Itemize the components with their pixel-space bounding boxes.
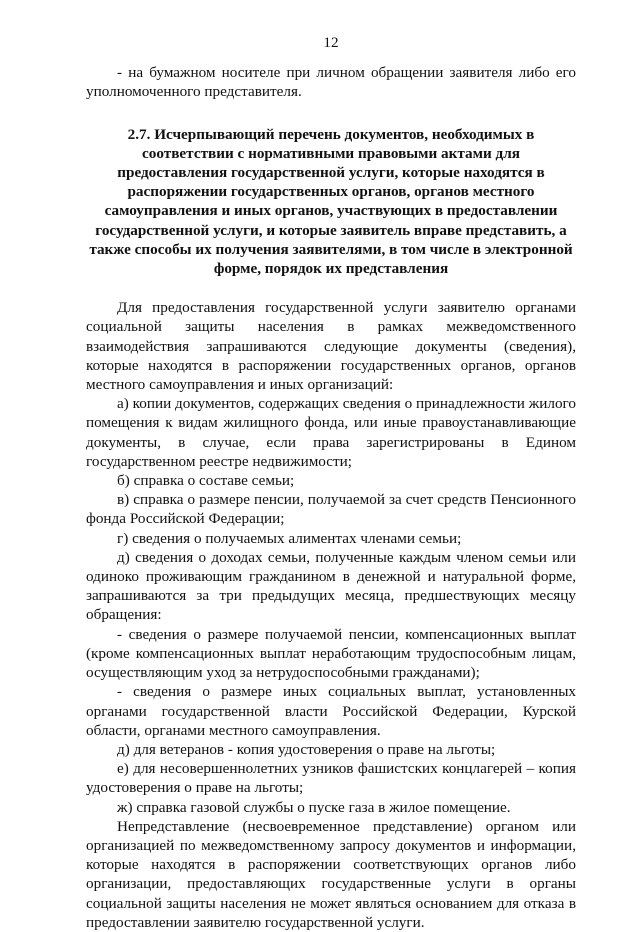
- sub-item-social-payments: - сведения о размере иных социальных выплат, установленных органами государственной власти Российской Федерации, Курской области, органами местного самоуправления.: [86, 683, 576, 739]
- list-item-v: в) справка о размере пенсии, получаемой за счет средств Пенсионного фонда Российской Федерации;: [86, 491, 576, 528]
- list-item-d-veterans: д) для ветеранов - копия удостоверения о праве на льготы;: [117, 740, 496, 758]
- heading-line: самоуправления и иных органов, участвующих в предоставлении: [104, 202, 558, 220]
- document-page: [86, 33, 576, 932]
- page-number: 12: [323, 34, 339, 51]
- heading-line: 2.7. Исчерпывающий перечень документов, необходимых в: [127, 125, 535, 143]
- heading-line: распоряжении государственных органов, органов местного: [127, 183, 535, 201]
- heading-line: предоставления государственной услуги, которые находятся в: [117, 164, 545, 182]
- heading-line: также способы их получения заявителями, в том числе в электронной: [89, 240, 573, 258]
- list-item-e: е) для несовершеннолетних узников фашистских концлагерей – копия удостоверения о праве на льготы;: [86, 760, 576, 797]
- heading-line: форме, порядок их представления: [213, 260, 449, 278]
- intro-paragraph: - на бумажном носителе при личном обращении заявителя либо его уполномоченного представителя.: [86, 64, 576, 101]
- list-item-a: а) копии документов, содержащих сведения о принадлежности жилого помещения к видам жилищного фонда, или иные правоустанавливающие документы, в случае, если права зарегистрированы в Едином государственном реестре недвижимости;: [86, 395, 576, 470]
- list-item-zh: ж) справка газовой службы о пуске газа в жилое помещение.: [117, 798, 511, 816]
- section-heading: [86, 125, 576, 279]
- closing-paragraph: Непредставление (несвоевременное представление) органом или организацией по межведомственному запросу документов и информации, которые находятся в распоряжении соответствующих органов либо организации, предоставляющих государственные услуги в органы социальной защиты населения не может являться основанием для отказа в предоставлении заявителю государственной услуги.: [86, 817, 576, 931]
- sub-item-pension: - сведения о размере получаемой пенсии, компенсационных выплат (кроме компенсационных выплат неработающим трудоспособным лицам, осуществляющим уход за нетрудоспособными гражданами);: [86, 625, 576, 682]
- body-paragraph: Для предоставления государственной услуги заявителю органами социальной защиты населения в рамках межведомственного взаимодействия запрашиваются следующие документы (сведения), которые находятся в распоряжении государственных органов, органов местного самоуправления и иных организаций:: [86, 299, 576, 394]
- heading-line: государственной услуги, и которые заявитель вправе представить, а: [95, 221, 567, 239]
- list-item-b: б) справка о составе семьи;: [117, 472, 295, 490]
- list-item-d: д) сведения о доходах семьи, полученные каждым членом семьи или одиноко проживающим гражданином в денежной и натуральной форме, запрашиваются за три предыдущих месяца, предшествующих месяцу обращения:: [86, 548, 576, 624]
- heading-line: соответствии с нормативными правовыми актами для: [142, 144, 520, 162]
- list-item-g: г) сведения о получаемых алиментах членами семьи;: [117, 529, 462, 547]
